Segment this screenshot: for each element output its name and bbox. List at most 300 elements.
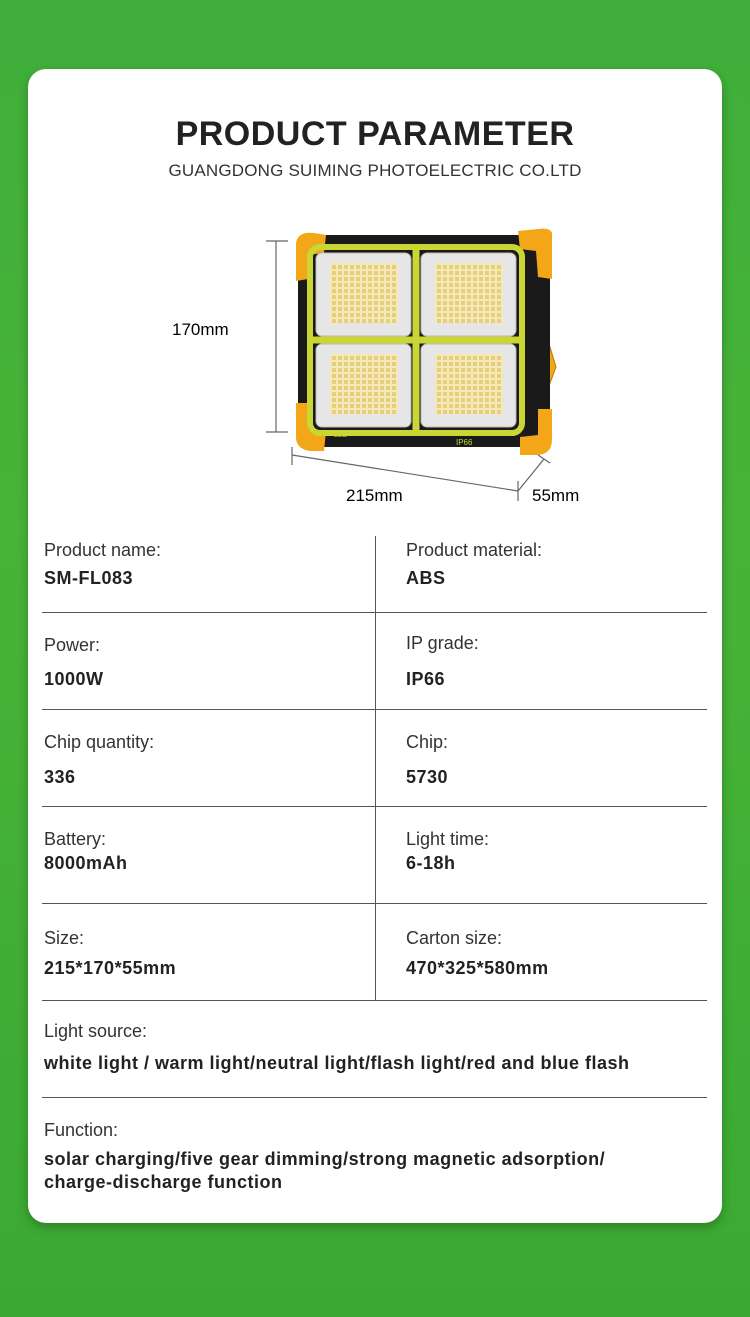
led-chip bbox=[461, 398, 465, 402]
light-source-value: white light / warm light/neutral light/flash light/red and blue flash bbox=[44, 1053, 630, 1073]
led-chip bbox=[350, 319, 354, 323]
light-source-label: Light source: bbox=[44, 1021, 148, 1041]
led-chip bbox=[473, 301, 477, 305]
led-chip bbox=[497, 295, 501, 299]
led-chip bbox=[386, 313, 390, 317]
led-chip bbox=[443, 265, 447, 269]
led-chip bbox=[467, 368, 471, 372]
led-chip bbox=[362, 380, 366, 384]
led-chip bbox=[491, 283, 495, 287]
led-chip bbox=[374, 313, 378, 317]
led-chip bbox=[449, 398, 453, 402]
led-chip bbox=[338, 301, 342, 305]
led-chip bbox=[338, 283, 342, 287]
led-chip bbox=[374, 295, 378, 299]
led-chip bbox=[362, 404, 366, 408]
led-chip bbox=[479, 368, 483, 372]
led-chip bbox=[479, 289, 483, 293]
led-chip bbox=[386, 265, 390, 269]
param-cell bbox=[42, 904, 376, 1000]
depth-label: 55mm bbox=[532, 486, 580, 505]
led-chip bbox=[491, 410, 495, 414]
led-chip bbox=[491, 398, 495, 402]
led-chip bbox=[374, 368, 378, 372]
param-row-4 bbox=[42, 807, 707, 904]
led-chip bbox=[368, 404, 372, 408]
led-chip bbox=[392, 398, 396, 402]
led-chip bbox=[386, 283, 390, 287]
product-material-value: ABS bbox=[406, 568, 446, 588]
led-chip bbox=[350, 295, 354, 299]
led-chip bbox=[338, 404, 342, 408]
led-chip bbox=[344, 362, 348, 366]
led-chip bbox=[491, 265, 495, 269]
led-chip bbox=[392, 265, 396, 269]
led-chip bbox=[380, 368, 384, 372]
led-chip bbox=[386, 380, 390, 384]
product-name-value: SM-FL083 bbox=[44, 568, 134, 588]
size-value: 215*170*55mm bbox=[44, 958, 177, 978]
led-chip bbox=[491, 319, 495, 323]
led-chip bbox=[479, 301, 483, 305]
led-chip bbox=[455, 392, 459, 396]
led-chip bbox=[443, 301, 447, 305]
led-chip bbox=[473, 313, 477, 317]
led-chip bbox=[467, 404, 471, 408]
param-row-3 bbox=[42, 710, 707, 807]
led-chip bbox=[455, 356, 459, 360]
led-chip bbox=[497, 404, 501, 408]
led-chip bbox=[485, 265, 489, 269]
led-chip bbox=[362, 301, 366, 305]
led-chip bbox=[374, 265, 378, 269]
led-chip bbox=[461, 404, 465, 408]
led-chip bbox=[473, 319, 477, 323]
led-chip bbox=[386, 404, 390, 408]
led-chip bbox=[449, 362, 453, 366]
led-chip bbox=[485, 307, 489, 311]
led-chip bbox=[491, 295, 495, 299]
led-chip bbox=[350, 392, 354, 396]
led-chip bbox=[392, 404, 396, 408]
led-chip bbox=[380, 301, 384, 305]
led-chip bbox=[479, 398, 483, 402]
led-chip bbox=[356, 301, 360, 305]
led-chip bbox=[461, 374, 465, 378]
led-chip bbox=[374, 374, 378, 378]
led-chip bbox=[473, 386, 477, 390]
height-label: 170mm bbox=[172, 320, 229, 339]
led-chip bbox=[443, 386, 447, 390]
led-chip bbox=[356, 271, 360, 275]
led-chip bbox=[338, 319, 342, 323]
led-chip bbox=[350, 277, 354, 281]
led-chip bbox=[368, 271, 372, 275]
led-chip bbox=[467, 319, 471, 323]
led-chip bbox=[479, 307, 483, 311]
led-chip bbox=[455, 307, 459, 311]
led-chip bbox=[479, 356, 483, 360]
led-chip bbox=[338, 277, 342, 281]
led-chip bbox=[362, 265, 366, 269]
led-chip bbox=[368, 277, 372, 281]
led-chip bbox=[449, 283, 453, 287]
led-chip bbox=[380, 374, 384, 378]
led-chip bbox=[473, 295, 477, 299]
led-chip bbox=[386, 356, 390, 360]
led-chip bbox=[485, 374, 489, 378]
led-chip bbox=[332, 301, 336, 305]
chip-value: 5730 bbox=[406, 767, 449, 787]
led-chip bbox=[350, 289, 354, 293]
led-chip bbox=[368, 307, 372, 311]
led-chip bbox=[497, 356, 501, 360]
led-chip bbox=[356, 277, 360, 281]
led-chip bbox=[332, 277, 336, 281]
led-chip bbox=[368, 410, 372, 414]
led-chip bbox=[473, 410, 477, 414]
param-cell bbox=[376, 710, 707, 806]
chip-quantity-label: Chip quantity: bbox=[44, 732, 155, 752]
led-chip bbox=[392, 380, 396, 384]
led-chip bbox=[455, 410, 459, 414]
led-chip bbox=[479, 374, 483, 378]
led-chip bbox=[362, 356, 366, 360]
led-chip bbox=[332, 410, 336, 414]
led-chip bbox=[467, 410, 471, 414]
led-chip bbox=[455, 301, 459, 305]
led-chip bbox=[473, 404, 477, 408]
led-chip bbox=[449, 410, 453, 414]
company-name: GUANGDONG SUIMING PHOTOELECTRIC CO.LTD bbox=[168, 161, 582, 180]
led-chip bbox=[362, 410, 366, 414]
led-chip bbox=[392, 356, 396, 360]
led-chip bbox=[479, 313, 483, 317]
carton-size-label: Carton size: bbox=[406, 928, 503, 948]
led-chip bbox=[386, 362, 390, 366]
led-chip bbox=[497, 283, 501, 287]
led-chip bbox=[461, 392, 465, 396]
led-chip bbox=[386, 319, 390, 323]
led-chip bbox=[350, 313, 354, 317]
led-chip bbox=[368, 398, 372, 402]
product-material-label: Product material: bbox=[406, 540, 543, 560]
led-chip bbox=[392, 277, 396, 281]
led-chip bbox=[386, 374, 390, 378]
led-chip bbox=[491, 404, 495, 408]
led-chip bbox=[485, 313, 489, 317]
led-chip bbox=[455, 398, 459, 402]
led-chip bbox=[386, 392, 390, 396]
led-chip bbox=[437, 398, 441, 402]
led-chip bbox=[443, 356, 447, 360]
led-chip bbox=[368, 283, 372, 287]
led-chip bbox=[473, 392, 477, 396]
led-chip bbox=[461, 368, 465, 372]
led-chip bbox=[461, 295, 465, 299]
led-chip bbox=[455, 313, 459, 317]
led-text: LED bbox=[334, 432, 348, 439]
led-chip bbox=[368, 295, 372, 299]
led-chip bbox=[392, 410, 396, 414]
led-chip bbox=[374, 319, 378, 323]
led-chip bbox=[473, 368, 477, 372]
led-chip bbox=[437, 301, 441, 305]
led-chip bbox=[362, 386, 366, 390]
led-chip bbox=[461, 271, 465, 275]
led-chip bbox=[386, 271, 390, 275]
led-chip bbox=[467, 271, 471, 275]
led-chip bbox=[437, 313, 441, 317]
led-chip bbox=[437, 265, 441, 269]
led-chip bbox=[368, 313, 372, 317]
led-chip bbox=[443, 277, 447, 281]
led-chip bbox=[392, 374, 396, 378]
led-chip bbox=[368, 392, 372, 396]
led-chip bbox=[491, 356, 495, 360]
led-chip bbox=[449, 307, 453, 311]
led-chip bbox=[485, 368, 489, 372]
led-chip bbox=[449, 313, 453, 317]
led-chip bbox=[497, 380, 501, 384]
led-chip bbox=[443, 362, 447, 366]
led-chip bbox=[362, 283, 366, 287]
led-chip bbox=[392, 392, 396, 396]
led-chip bbox=[368, 368, 372, 372]
led-chip bbox=[368, 301, 372, 305]
led-chip bbox=[344, 289, 348, 293]
led-chip bbox=[479, 386, 483, 390]
param-cell bbox=[376, 904, 707, 1000]
led-chip bbox=[332, 380, 336, 384]
led-chip bbox=[350, 386, 354, 390]
led-chip bbox=[338, 392, 342, 396]
led-chip bbox=[392, 283, 396, 287]
led-chip bbox=[380, 386, 384, 390]
led-chip bbox=[362, 271, 366, 275]
led-chip bbox=[332, 283, 336, 287]
led-chip bbox=[386, 295, 390, 299]
led-chip bbox=[350, 404, 354, 408]
led-chip bbox=[491, 301, 495, 305]
led-chip bbox=[338, 313, 342, 317]
led-chip bbox=[479, 362, 483, 366]
led-chip bbox=[332, 398, 336, 402]
led-chip bbox=[338, 295, 342, 299]
led-chip bbox=[350, 380, 354, 384]
led-chip bbox=[350, 301, 354, 305]
led-chip bbox=[485, 410, 489, 414]
led-chip bbox=[467, 295, 471, 299]
led-chip bbox=[356, 265, 360, 269]
led-chip bbox=[356, 398, 360, 402]
led-chip bbox=[461, 307, 465, 311]
led-chip bbox=[443, 404, 447, 408]
led-chip bbox=[485, 271, 489, 275]
led-chip bbox=[380, 319, 384, 323]
led-chip bbox=[332, 265, 336, 269]
led-chip bbox=[332, 392, 336, 396]
led-chip bbox=[449, 380, 453, 384]
led-chip bbox=[485, 392, 489, 396]
led-chip bbox=[338, 380, 342, 384]
led-chip bbox=[473, 277, 477, 281]
led-chip bbox=[392, 307, 396, 311]
ip-text: IP66 bbox=[456, 438, 473, 447]
led-chip bbox=[344, 392, 348, 396]
param-cell bbox=[376, 613, 707, 709]
led-chip bbox=[479, 410, 483, 414]
led-chip bbox=[374, 410, 378, 414]
led-chip bbox=[455, 283, 459, 287]
led-chip bbox=[350, 410, 354, 414]
led-chip bbox=[485, 277, 489, 281]
led-chip bbox=[449, 277, 453, 281]
led-chip bbox=[443, 392, 447, 396]
led-chip bbox=[386, 368, 390, 372]
led-chip bbox=[473, 283, 477, 287]
led-chip bbox=[362, 398, 366, 402]
led-chip bbox=[491, 289, 495, 293]
led-chip bbox=[485, 380, 489, 384]
led-chip bbox=[380, 404, 384, 408]
led-chip bbox=[497, 307, 501, 311]
led-chip bbox=[380, 283, 384, 287]
led-chip bbox=[437, 410, 441, 414]
led-chip bbox=[374, 283, 378, 287]
led-chip bbox=[449, 295, 453, 299]
led-chip bbox=[497, 368, 501, 372]
led-chip bbox=[344, 313, 348, 317]
led-chip bbox=[392, 368, 396, 372]
led-chip bbox=[443, 289, 447, 293]
led-chip bbox=[467, 386, 471, 390]
led-chip bbox=[344, 374, 348, 378]
led-chip bbox=[455, 277, 459, 281]
led-chip bbox=[332, 271, 336, 275]
param-row-1 bbox=[42, 536, 707, 613]
led-chip bbox=[443, 319, 447, 323]
led-chip bbox=[338, 410, 342, 414]
led-chip bbox=[443, 307, 447, 311]
led-chip bbox=[443, 398, 447, 402]
led-chip bbox=[479, 295, 483, 299]
led-chip bbox=[437, 404, 441, 408]
led-chip bbox=[374, 301, 378, 305]
led-chip bbox=[485, 404, 489, 408]
led-chip bbox=[386, 289, 390, 293]
led-chip bbox=[497, 301, 501, 305]
led-chip bbox=[374, 398, 378, 402]
led-chip bbox=[356, 319, 360, 323]
led-chip bbox=[380, 289, 384, 293]
led-chip bbox=[356, 313, 360, 317]
led-chip bbox=[338, 289, 342, 293]
power-value: 1000W bbox=[44, 669, 104, 689]
led-chip bbox=[368, 362, 372, 366]
led-chip bbox=[467, 307, 471, 311]
led-chip bbox=[467, 313, 471, 317]
led-chip bbox=[485, 301, 489, 305]
led-chip bbox=[461, 362, 465, 366]
led-chip bbox=[386, 277, 390, 281]
led-chip bbox=[437, 380, 441, 384]
function-value-line-1: solar charging/five gear dimming/strong magnetic adsorption/ bbox=[44, 1149, 606, 1169]
led-chip bbox=[368, 386, 372, 390]
product-name-label: Product name: bbox=[44, 540, 162, 560]
led-chip bbox=[491, 307, 495, 311]
led-chip bbox=[368, 374, 372, 378]
led-chip bbox=[338, 368, 342, 372]
led-chip bbox=[368, 265, 372, 269]
led-chip bbox=[473, 398, 477, 402]
led-chip bbox=[362, 307, 366, 311]
led-chip bbox=[437, 277, 441, 281]
led-chip bbox=[443, 283, 447, 287]
led-chip bbox=[332, 356, 336, 360]
function-row bbox=[42, 1098, 707, 1223]
led-chip bbox=[497, 374, 501, 378]
led-chip bbox=[350, 362, 354, 366]
led-chip bbox=[356, 283, 360, 287]
led-chip bbox=[443, 374, 447, 378]
function-value-line-2: charge-discharge function bbox=[44, 1172, 283, 1192]
led-chip bbox=[350, 307, 354, 311]
led-chip bbox=[491, 362, 495, 366]
led-chip bbox=[380, 362, 384, 366]
led-chip bbox=[497, 265, 501, 269]
led-chip bbox=[473, 356, 477, 360]
led-chip bbox=[473, 374, 477, 378]
led-chip bbox=[374, 404, 378, 408]
led-chip bbox=[380, 398, 384, 402]
led-chip bbox=[491, 386, 495, 390]
led-chip bbox=[449, 265, 453, 269]
led-chip bbox=[449, 289, 453, 293]
light-time-value: 6-18h bbox=[406, 853, 456, 873]
led-chip bbox=[332, 404, 336, 408]
led-chip bbox=[479, 283, 483, 287]
led-chip bbox=[374, 392, 378, 396]
led-chip bbox=[344, 295, 348, 299]
led-chip bbox=[437, 319, 441, 323]
led-chip bbox=[338, 271, 342, 275]
led-chip bbox=[449, 386, 453, 390]
led-chip bbox=[491, 392, 495, 396]
chip-quantity-value: 336 bbox=[44, 767, 76, 787]
led-chip bbox=[344, 380, 348, 384]
led-chip bbox=[380, 271, 384, 275]
led-chip bbox=[467, 277, 471, 281]
parameter-card bbox=[28, 69, 722, 1223]
led-chip bbox=[374, 271, 378, 275]
param-cell bbox=[42, 807, 376, 903]
led-chip bbox=[479, 277, 483, 281]
led-chip bbox=[449, 356, 453, 360]
led-chip bbox=[437, 368, 441, 372]
led-chip bbox=[449, 374, 453, 378]
led-chip bbox=[332, 374, 336, 378]
led-chip bbox=[344, 265, 348, 269]
led-chip bbox=[362, 374, 366, 378]
led-chip bbox=[386, 410, 390, 414]
led-chip bbox=[344, 368, 348, 372]
led-chip bbox=[350, 374, 354, 378]
led-chip bbox=[338, 386, 342, 390]
led-chip bbox=[467, 362, 471, 366]
led-chip bbox=[356, 410, 360, 414]
led-chip bbox=[455, 368, 459, 372]
